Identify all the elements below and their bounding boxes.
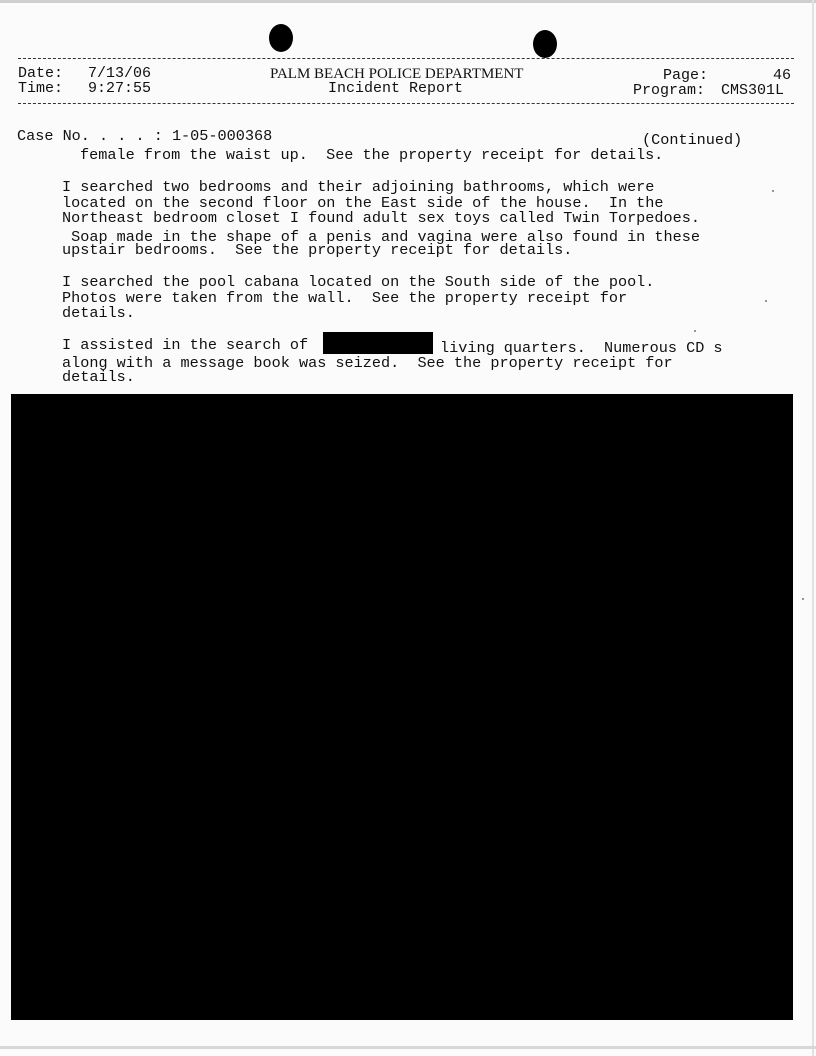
header-rule-bottom [18, 103, 794, 104]
body-line: details. [62, 368, 135, 386]
page-right-edge [812, 0, 814, 1056]
time-value: 9:27:55 [88, 80, 152, 97]
scan-speck [694, 330, 696, 332]
case-number: Case No. . . . : 1-05-000368 [17, 127, 273, 145]
page-top-edge [0, 0, 816, 3]
body-line: I assisted in the search of [62, 336, 309, 354]
punch-hole-left [269, 24, 293, 52]
scan-speck [772, 190, 774, 192]
scan-speck [802, 598, 804, 600]
page-label: Page: [663, 67, 709, 84]
time-label: Time: [18, 80, 64, 97]
date-value: 7/13/06 [88, 65, 152, 82]
redaction-block [11, 394, 793, 1020]
body-line: along with a message book was seized. See the property receipt for [62, 354, 673, 372]
continued-label: (Continued) [642, 131, 743, 149]
redaction-inline [323, 332, 433, 354]
body-line: living quarters. Numerous CD s [440, 339, 723, 357]
date-label: Date: [18, 65, 64, 82]
body-line: Photos were taken from the wall. See the property receipt for [62, 289, 628, 307]
department-name: PALM BEACH POLICE DEPARTMENT [270, 66, 524, 82]
body-line: I searched two bedrooms and their adjoining bathrooms, which were [62, 178, 655, 196]
body-line: Soap made in the shape of a penis and vagina were also found in these [62, 228, 700, 246]
body-line: female from the waist up. See the property receipt for details. [80, 146, 664, 164]
program-value: CMS301L [721, 82, 785, 99]
body-line: details. [62, 304, 135, 322]
program-label: Program: [633, 82, 706, 99]
header-rule-top [18, 58, 794, 59]
scan-speck [765, 300, 767, 302]
body-line: Northeast bedroom closet I found adult sex toys called Twin Torpedoes. [62, 209, 700, 227]
body-line: I searched the pool cabana located on the South side of the pool. [62, 273, 655, 291]
body-line: located on the second floor on the East side of the house. In the [62, 194, 664, 212]
body-line: upstair bedrooms. See the property receipt for details. [62, 241, 573, 259]
report-type: Incident Report [328, 80, 464, 97]
page-bottom-edge [0, 1046, 816, 1049]
page-number: 46 [773, 67, 792, 84]
punch-hole-right [533, 30, 557, 58]
